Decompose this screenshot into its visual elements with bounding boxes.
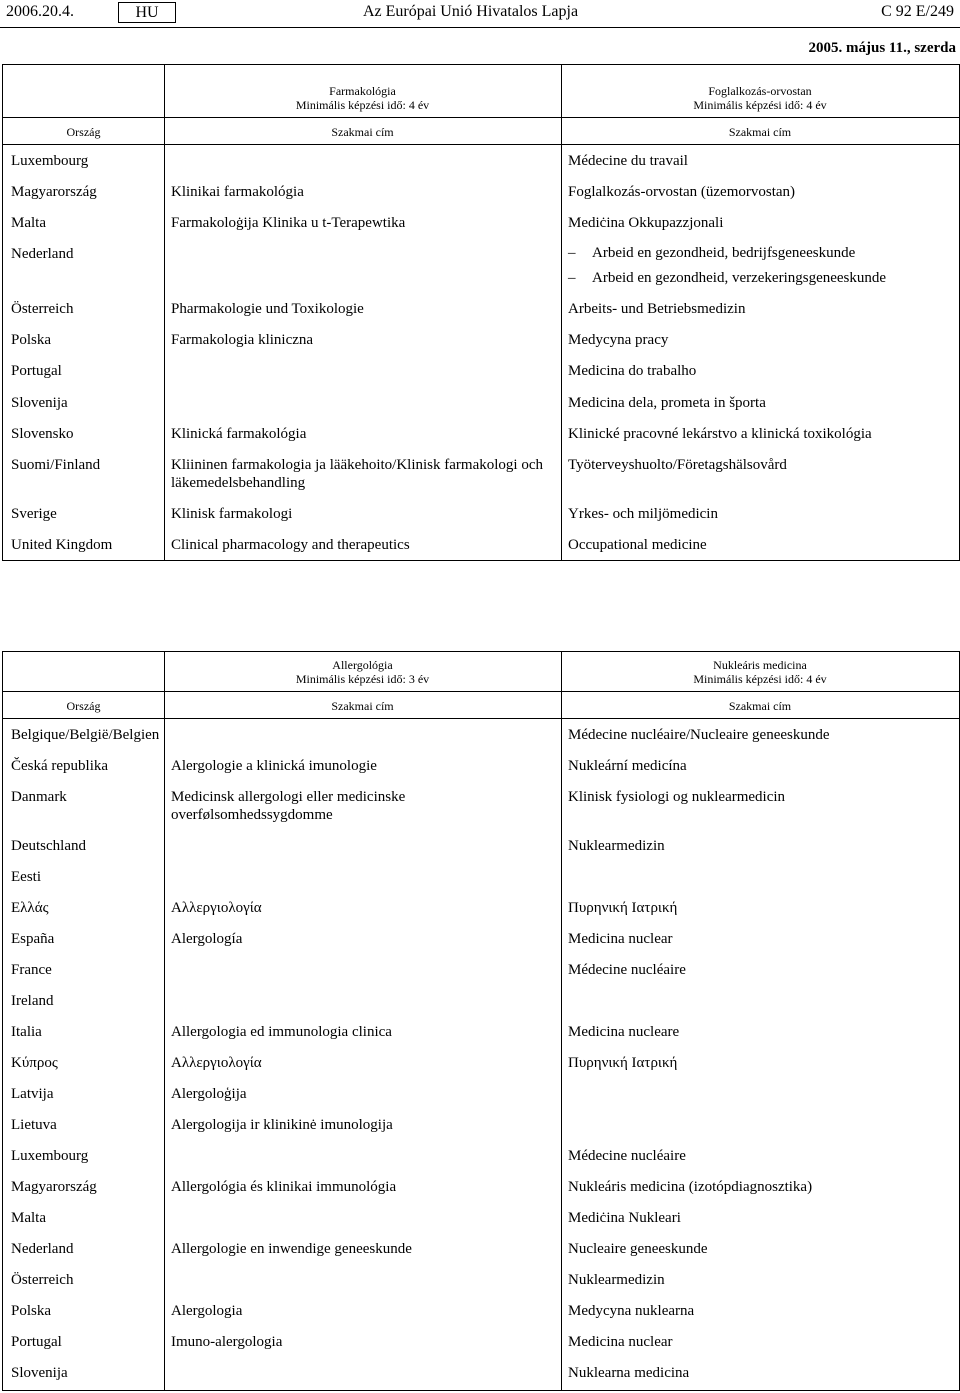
title-cell: Αλλεργιολογία — [171, 1055, 262, 1071]
title-cell: Klinikai farmakológia — [171, 184, 304, 200]
country-cell: Sverige — [11, 506, 57, 522]
title-cell: Nukleáris medicina (izotópdiagnosztika) — [568, 1179, 813, 1195]
title-cell: Klinická farmakológia — [171, 426, 307, 442]
spec2-title: Nukleáris medicina — [713, 658, 807, 672]
title-cell: Nuklearmedizin — [568, 838, 665, 854]
country-cell: Portugal — [11, 363, 62, 379]
title-cell: Occupational medicine — [568, 537, 707, 553]
title-cell: Medycyna pracy — [568, 332, 669, 348]
title-cell: Medicina nucleare — [568, 1024, 680, 1040]
title-cell: Clinical pharmacology and therapeutics — [171, 537, 410, 553]
country-cell: Österreich — [11, 301, 74, 317]
title-cell: Nukleární medicína — [568, 758, 687, 774]
country-cell: Magyarország — [11, 184, 97, 200]
title-cell: Klinické pracovné lekárstvo a klinická toxikológia — [568, 426, 872, 442]
country-cell: Slovenija — [11, 1365, 68, 1381]
page-reference: C 92 E/249 — [881, 3, 954, 20]
title-cell: Medicinsk allergologi eller medicinske overfølsomhedssygdomme — [171, 789, 406, 823]
title-item: Arbeid en gezondheid, bedrijfsgeneeskunde — [592, 245, 856, 261]
header-divider-line — [3, 117, 959, 118]
spec1-min-training: Minimális képzési idő: 4 év — [295, 98, 430, 112]
title-cell: Mediċina Nukleari — [568, 1210, 681, 1226]
title-item: Arbeid en gezondheid, verzekeringsgeneeskunde — [592, 270, 887, 286]
country-cell: France — [11, 962, 52, 978]
title-cell: Allergologia ed immunologia clinica — [171, 1024, 392, 1040]
country-cell: Belgique/België/Belgien — [11, 727, 160, 743]
title-cell: Farmakologia kliniczna — [171, 332, 314, 348]
country-cell: Deutschland — [11, 838, 86, 854]
country-cell: Danmark — [11, 789, 67, 805]
header-divider-line — [3, 691, 959, 692]
column-header-country: Ország — [66, 125, 101, 139]
title-cell: Klinisk fysiologi og nuklearmedicin — [568, 789, 786, 805]
title-cell: Médecine nucléaire — [568, 962, 686, 978]
country-cell: Malta — [11, 1210, 46, 1226]
title-cell: Pharmakologie und Toxikologie — [171, 301, 364, 317]
country-cell: Nederland — [11, 246, 74, 262]
title-cell: Nuklearna medicina — [568, 1365, 690, 1381]
country-cell: Slovenija — [11, 395, 68, 411]
country-cell: Malta — [11, 215, 46, 231]
title-cell: Klinisk farmakologi — [171, 506, 293, 522]
column-header-title-2: Szakmai cím — [728, 699, 792, 713]
title-cell: Πυρηνική Ιατρική — [568, 1055, 678, 1071]
country-cell: Latvija — [11, 1086, 54, 1102]
title-cell: Medicina nuclear — [568, 1334, 673, 1350]
title-cell: Arbeits- und Betriebsmedizin — [568, 301, 746, 317]
title-cell: Medicina dela, prometa in športa — [568, 395, 766, 411]
title-cell: Πυρηνική Ιατρική — [568, 900, 678, 916]
title-cell: Kliininen farmakologia ja lääkehoito/Klinisk farmakologi och läkemedelsbehandling — [171, 457, 543, 491]
header-bottom-line — [3, 718, 959, 719]
title-cell: Αλλεργιολογία — [171, 900, 262, 916]
title-cell: Médecine nucléaire/Nucleaire geneeskunde — [568, 727, 830, 743]
title-cell: Alergoloģija — [171, 1086, 247, 1102]
title-cell: Allergológia és klinikai immunológia — [171, 1179, 397, 1195]
column-divider — [561, 65, 562, 560]
country-cell: Italia — [11, 1024, 42, 1040]
spec2-title: Foglalkozás-orvostan — [708, 84, 812, 98]
title-cell: Alergologija ir klinikinė imunologija — [171, 1117, 393, 1133]
title-cell: Nucleaire geneeskunde — [568, 1241, 708, 1257]
country-cell: Ελλάς — [11, 900, 49, 916]
country-cell: Česká republika — [11, 758, 109, 774]
title-cell: Allergologie en inwendige geneeskunde — [171, 1241, 412, 1257]
country-cell: Ireland — [11, 993, 54, 1009]
table-allergology-nuclear — [2, 651, 960, 1391]
spec1-title: Allergológia — [332, 658, 393, 672]
country-cell: United Kingdom — [11, 537, 113, 553]
country-cell: Polska — [11, 332, 52, 348]
title-cell: Médecine du travail — [568, 153, 688, 169]
title-cell: Alergologia — [171, 1303, 243, 1319]
column-header-title-1: Szakmai cím — [331, 125, 394, 139]
column-header-title-2: Szakmai cím — [728, 125, 792, 139]
title-cell: Yrkes- och miljömedicin — [568, 506, 718, 522]
country-cell: Österreich — [11, 1272, 74, 1288]
country-cell: Nederland — [11, 1241, 74, 1257]
title-cell: Medicina nuclear — [568, 931, 673, 947]
column-header-country: Ország — [66, 699, 101, 713]
column-divider — [164, 652, 165, 1390]
title-cell: Alergologie a klinická imunologie — [171, 758, 377, 774]
column-divider — [164, 65, 165, 560]
title-cell: Medycyna nuklearna — [568, 1303, 695, 1319]
title-cell: Imuno-alergologia — [171, 1334, 283, 1350]
issue-date: 2005. május 11., szerda — [808, 40, 956, 56]
title-cell: Mediċina Okkupazzjonali — [568, 215, 724, 231]
country-cell: Lietuva — [11, 1117, 57, 1133]
column-header-title-1: Szakmai cím — [331, 699, 394, 713]
title-cell: Työterveyshuolto/Företagshälsovård — [568, 457, 787, 473]
title-cell: Alergología — [171, 931, 243, 947]
country-cell: Luxembourg — [11, 153, 89, 169]
spec1-min-training: Minimális képzési idő: 3 év — [295, 672, 430, 686]
title-cell: Medicina do trabalho — [568, 363, 697, 379]
publication-date: 2006.20.4. — [6, 3, 74, 20]
country-cell: Magyarország — [11, 1179, 97, 1195]
country-cell: Κύπρος — [11, 1055, 58, 1071]
spec2-min-training: Minimális képzési idő: 4 év — [693, 672, 827, 686]
header-divider — [0, 27, 960, 28]
page-header — [0, 0, 960, 26]
language-code: HU — [118, 2, 176, 23]
journal-title: Az Európai Unió Hivatalos Lapja — [363, 3, 579, 20]
table-pharmacology-occupational — [2, 64, 960, 561]
title-cell: Foglalkozás-orvostan (üzemorvostan) — [568, 184, 796, 200]
country-cell: Eesti — [11, 869, 41, 885]
country-cell: Polska — [11, 1303, 52, 1319]
title-cell: Farmakoloġija Klinika u t-Terapewtika — [171, 215, 406, 231]
title-cell: – Arbeid en gezondheid, bedrijfsgeneeskunde – Arbeid en gezondheid, verzekeringsgeneeskunde — [568, 245, 887, 286]
title-cell: Nuklearmedizin — [568, 1272, 665, 1288]
country-cell: Suomi/Finland — [11, 457, 101, 473]
spec1-title: Farmakológia — [329, 84, 396, 98]
country-cell: Portugal — [11, 1334, 62, 1350]
country-cell: Slovensko — [11, 426, 74, 442]
title-cell: Médecine nucléaire — [568, 1148, 686, 1164]
spec2-min-training: Minimális képzési idő: 4 év — [693, 98, 827, 112]
country-cell: España — [11, 931, 55, 947]
header-bottom-line — [3, 144, 959, 145]
country-cell: Luxembourg — [11, 1148, 89, 1164]
column-divider — [561, 652, 562, 1390]
